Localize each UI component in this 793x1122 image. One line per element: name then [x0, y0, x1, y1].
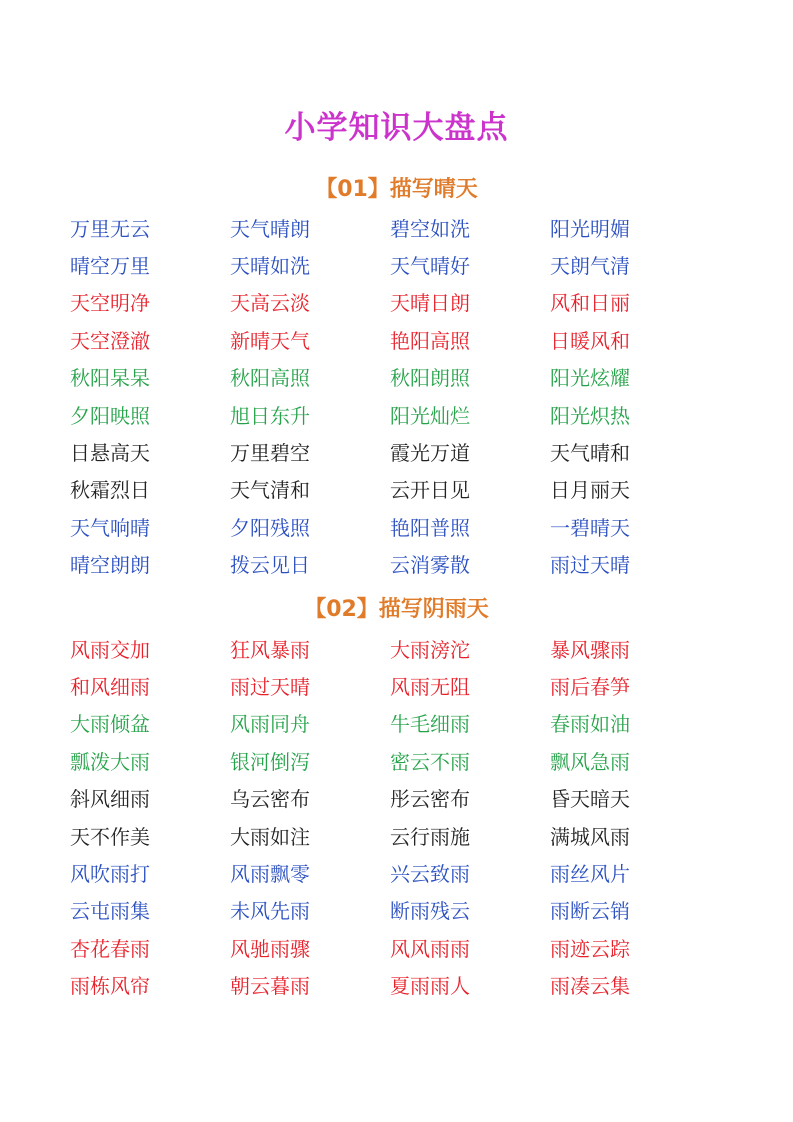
- word-row: [70, 706, 750, 743]
- word: 天气晴和: [550, 441, 630, 466]
- word: 风雨飘零: [230, 862, 310, 887]
- word: 晴空万里: [70, 254, 150, 279]
- word: 密云不雨: [390, 749, 470, 774]
- sunny-word-grid: [70, 210, 750, 584]
- word: 雨后春笋: [550, 675, 630, 700]
- word-row: [70, 968, 750, 1005]
- word: 云开日见: [390, 478, 470, 503]
- word: 日月丽天: [550, 478, 630, 503]
- word: 万里无云: [70, 216, 150, 241]
- word-row: [70, 509, 750, 546]
- word: 兴云致雨: [390, 862, 470, 887]
- word: 雨断云销: [550, 899, 630, 924]
- page-title: 小学知识大盘点: [284, 110, 509, 146]
- word: 春雨如油: [550, 712, 630, 737]
- word: 天朗气清: [550, 254, 630, 279]
- section-heading-sunny: 【01】描写晴天: [315, 177, 478, 202]
- word: 飘风急雨: [550, 749, 630, 774]
- word-row: [70, 893, 750, 930]
- word: 彤云密布: [390, 787, 470, 812]
- word: 风和日丽: [550, 291, 630, 316]
- word: 雨凑云集: [550, 974, 630, 999]
- word: 满城风雨: [550, 824, 630, 849]
- word: 日悬高天: [70, 441, 150, 466]
- word: 天气晴好: [390, 254, 470, 279]
- word: 和风细雨: [70, 675, 150, 700]
- word: 风雨同舟: [230, 712, 310, 737]
- word: 万里碧空: [230, 441, 310, 466]
- word: 未风先雨: [230, 899, 310, 924]
- word: 天空明净: [70, 291, 150, 316]
- word-row: [70, 930, 750, 967]
- word: 雨过天晴: [230, 675, 310, 700]
- word: 秋阳杲杲: [70, 366, 150, 391]
- word-row: [70, 210, 750, 247]
- word: 杏花春雨: [70, 936, 150, 961]
- word: 阳光炫耀: [550, 366, 630, 391]
- word: 大雨如注: [230, 824, 310, 849]
- word: 天气晴朗: [230, 216, 310, 241]
- word: 朝云暮雨: [230, 974, 310, 999]
- word: 天空澄澈: [70, 328, 150, 353]
- word-row: [70, 855, 750, 892]
- word: 天晴如洗: [230, 254, 310, 279]
- word-row: [70, 668, 750, 705]
- word-row: [70, 781, 750, 818]
- word: 秋霜烈日: [70, 478, 150, 503]
- word: 日暖风和: [550, 328, 630, 353]
- word: 艳阳高照: [390, 328, 470, 353]
- word-row: [70, 360, 750, 397]
- word: 牛毛细雨: [390, 712, 470, 737]
- word: 大雨滂沱: [390, 637, 470, 662]
- word: 艳阳普照: [390, 515, 470, 540]
- word: 旭日东升: [230, 403, 310, 428]
- word: 风驰雨骤: [230, 936, 310, 961]
- word: 大雨倾盆: [70, 712, 150, 737]
- word: 云行雨施: [390, 824, 470, 849]
- word: 秋阳朗照: [390, 366, 470, 391]
- word: 风风雨雨: [390, 936, 470, 961]
- word-row: [70, 631, 750, 668]
- word-row: [70, 285, 750, 322]
- word: 晴空朗朗: [70, 553, 150, 578]
- word: 银河倒泻: [230, 749, 310, 774]
- word: 秋阳高照: [230, 366, 310, 391]
- word: 昏天暗天: [550, 787, 630, 812]
- word: 风吹雨打: [70, 862, 150, 887]
- word: 天高云淡: [230, 291, 310, 316]
- word: 拨云见日: [230, 553, 310, 578]
- word: 斜风细雨: [70, 787, 150, 812]
- word-row: [70, 397, 750, 434]
- word: 碧空如洗: [390, 216, 470, 241]
- word: 雨丝风片: [550, 862, 630, 887]
- word-row: [70, 472, 750, 509]
- word: 天气清和: [230, 478, 310, 503]
- word: 雨过天晴: [550, 553, 630, 578]
- word: 风雨交加: [70, 637, 150, 662]
- word: 雨栋风帘: [70, 974, 150, 999]
- word: 乌云密布: [230, 787, 310, 812]
- word: 阳光炽热: [550, 403, 630, 428]
- word: 瓢泼大雨: [70, 749, 150, 774]
- word: 阳光灿烂: [390, 403, 470, 428]
- word: 一碧晴天: [550, 515, 630, 540]
- section-heading-rainy: 【02】描写阴雨天: [304, 597, 489, 622]
- word: 阳光明媚: [550, 216, 630, 241]
- word: 天不作美: [70, 824, 150, 849]
- word: 风雨无阻: [390, 675, 470, 700]
- word: 霞光万道: [390, 441, 470, 466]
- word: 断雨残云: [390, 899, 470, 924]
- rainy-word-grid: [70, 631, 750, 1005]
- word: 雨迹云踪: [550, 936, 630, 961]
- word: 云消雾散: [390, 553, 470, 578]
- word: 夕阳映照: [70, 403, 150, 428]
- word: 天气响晴: [70, 515, 150, 540]
- word: 暴风骤雨: [550, 637, 630, 662]
- word-row: [70, 743, 750, 780]
- word-row: [70, 818, 750, 855]
- word: 夕阳残照: [230, 515, 310, 540]
- word: 天晴日朗: [390, 291, 470, 316]
- word: 夏雨雨人: [390, 974, 470, 999]
- word-row: [70, 434, 750, 471]
- word-row: [70, 547, 750, 584]
- word: 云屯雨集: [70, 899, 150, 924]
- word: 狂风暴雨: [230, 637, 310, 662]
- word-row: [70, 247, 750, 284]
- word: 新晴天气: [230, 328, 310, 353]
- word-row: [70, 322, 750, 359]
